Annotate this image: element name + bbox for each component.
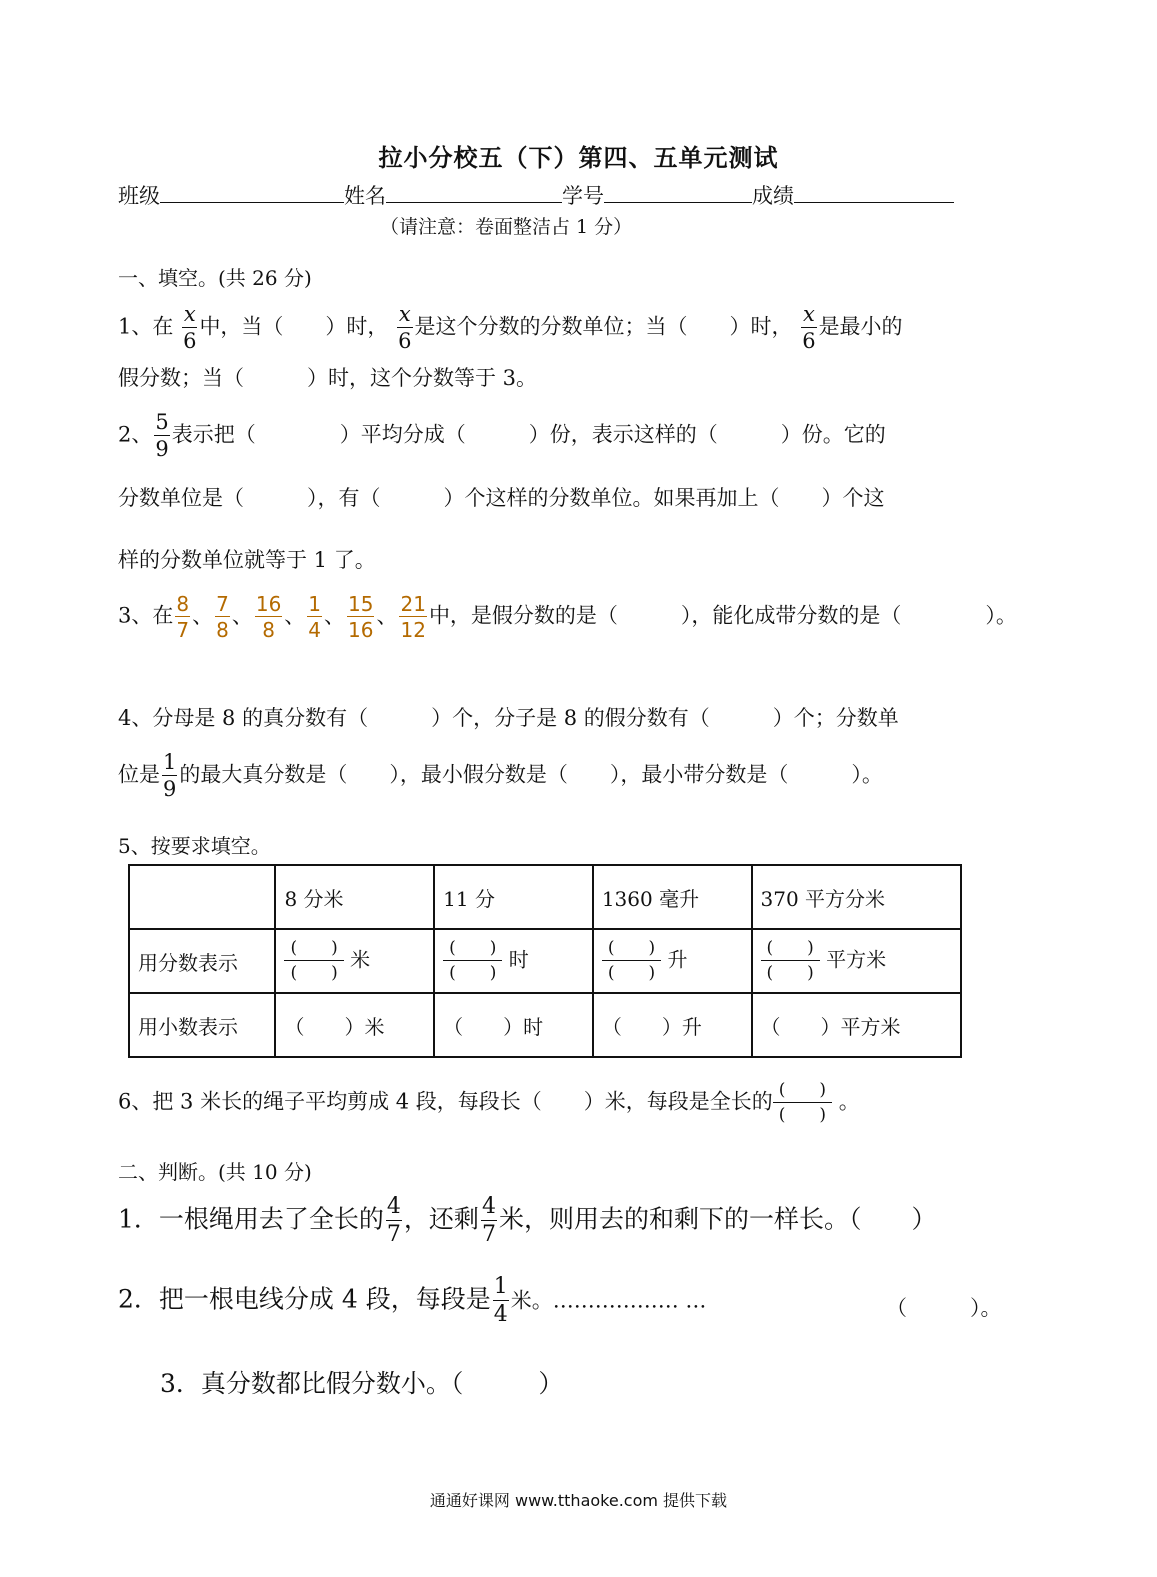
- fraction: $\frac{1}{9}$: [163, 750, 177, 801]
- separator: 、: [284, 603, 306, 628]
- cleanliness-note: （请注意：卷面整洁占 1 分）: [380, 216, 633, 238]
- question-1: 1、在 $\frac{x}{6}$ 中，当（ ）时， $\frac{x}{6}$ 是这个分数的分数单位；当（ ）时， $\frac{x}{6}$ 是最小的: [118, 302, 903, 353]
- table-row: [129, 929, 961, 993]
- fraction: $\frac{15}{16}$: [348, 592, 374, 642]
- table-cell: 1360 毫升: [593, 865, 752, 929]
- fraction: $\frac{21}{12}$: [400, 592, 426, 642]
- fraction: $\frac{7}{8}$: [216, 592, 229, 642]
- table-header-row: [129, 865, 961, 929]
- section2-heading: 二、判断。(共 10 分): [118, 1160, 312, 1184]
- table-cell: [129, 865, 275, 929]
- name-label: 姓名: [344, 184, 386, 208]
- id-blank: [604, 180, 752, 203]
- fraction-answer-cell[interactable]: ( ) ( ) 升: [593, 929, 752, 993]
- footer-credit: 通通好课网 www.tthaoke.com 提供下载: [429, 1491, 728, 1510]
- row-label: 用分数表示: [129, 929, 275, 993]
- table-cell: 11 分: [434, 865, 593, 929]
- question-1-line2: 假分数；当（ ）时，这个分数等于 3。: [118, 366, 538, 390]
- fraction: $\frac{x}{6}$: [802, 302, 816, 353]
- fraction: $\frac{x}{6}$: [398, 302, 412, 353]
- row-label: 用小数表示: [129, 993, 275, 1057]
- table-row: [129, 993, 961, 1057]
- answer-fraction[interactable]: ( ) ( ): [773, 1082, 832, 1124]
- fraction-answer-cell[interactable]: ( ) ( ) 平方米: [752, 929, 961, 993]
- fraction: $\frac{1}{4}$: [308, 592, 322, 642]
- table-cell: 370 平方分米: [752, 865, 961, 929]
- judgment-3: 3．真分数都比假分数小。（ ）: [160, 1369, 564, 1398]
- fraction: $\frac{1}{4}$: [493, 1274, 508, 1327]
- id-label: 学号: [562, 184, 604, 208]
- fraction: $\frac{8}{7}$: [176, 592, 190, 642]
- separator: 、: [192, 603, 214, 628]
- fraction-answer-cell[interactable]: ( ) ( ) 米: [275, 929, 434, 993]
- class-label: 班级: [118, 184, 160, 208]
- separator: 、: [324, 603, 346, 628]
- decimal-answer-cell[interactable]: （ ）时: [434, 993, 593, 1057]
- student-info-row: [118, 180, 954, 210]
- question-2: 2、 $\frac{5}{9}$ 表示把（ ）平均分成（ ）份，表示这样的（ ）份。它的: [118, 410, 886, 461]
- fraction: $\frac{16}{8}$: [255, 592, 282, 642]
- decimal-answer-cell[interactable]: （ ）米: [275, 993, 434, 1057]
- score-label: 成绩: [752, 184, 794, 208]
- fraction: $\frac{x}{6}$: [183, 302, 197, 353]
- fraction: $\frac{4}{7}$: [481, 1194, 496, 1247]
- question-5: 5、按要求填空。: [118, 834, 271, 858]
- table-cell: 8 分米: [275, 865, 434, 929]
- fraction-answer-cell[interactable]: ( ) ( ) 时: [434, 929, 593, 993]
- score-blank: [794, 180, 954, 203]
- fraction: $\frac{4}{7}$: [386, 1194, 401, 1247]
- section1-heading: 一、填空。(共 26 分): [118, 266, 312, 290]
- judgment-2: 2．把一根电线分成 4 段，每段是 $\frac{1}{4}$ 米。……………… …: [118, 1274, 707, 1327]
- conversion-table: [128, 864, 962, 1058]
- question-3: 3、在 $\frac{8}{7}$ 、 $\frac{7}{8}$ 、 $\frac{16}{8}$ 、 $\frac{1}{4}$ 、 $\frac{15}{16}$ 、 $\frac{21}{12}$ 中，是假分数的是（ ），能化成带分数的是（ ）。: [118, 592, 1017, 642]
- fraction: $\frac{5}{9}$: [155, 410, 169, 461]
- class-blank: [160, 180, 344, 203]
- name-blank: [386, 180, 562, 203]
- decimal-answer-cell[interactable]: （ ）平方米: [752, 993, 961, 1057]
- judgment-1: 1．一根绳用去了全长的 $\frac{4}{7}$ ，还剩 $\frac{4}{7}$ 米，则用去的和剩下的一样长。（ ）: [118, 1194, 937, 1247]
- question-4: 4、分母是 8 的真分数有（ ）个，分子是 8 的假分数有（ ）个；分数单: [118, 706, 899, 730]
- question-2-line2: 分数单位是（ ），有（ ）个这样的分数单位。如果再加上（ ）个这: [118, 486, 885, 510]
- question-2-line3: 样的分数单位就等于 1 了。: [118, 548, 376, 572]
- decimal-answer-cell[interactable]: （ ）升: [593, 993, 752, 1057]
- separator: 、: [376, 603, 398, 628]
- question-4-line2: 位是 $\frac{1}{9}$ 的最大真分数是（ ），最小假分数是（ ），最小带分数是（ ）。: [118, 750, 883, 801]
- page-title: 拉小分校五（下）第四、五单元测试: [378, 143, 779, 172]
- separator: 、: [231, 603, 253, 628]
- fraction-list: [173, 592, 429, 642]
- question-6: 6、把 3 米长的绳子平均剪成 4 段，每段长（ ）米，每段是全长的 ( ) ( ) 。: [118, 1080, 860, 1125]
- judgment-2-answer[interactable]: （ ）。: [886, 1296, 1002, 1320]
